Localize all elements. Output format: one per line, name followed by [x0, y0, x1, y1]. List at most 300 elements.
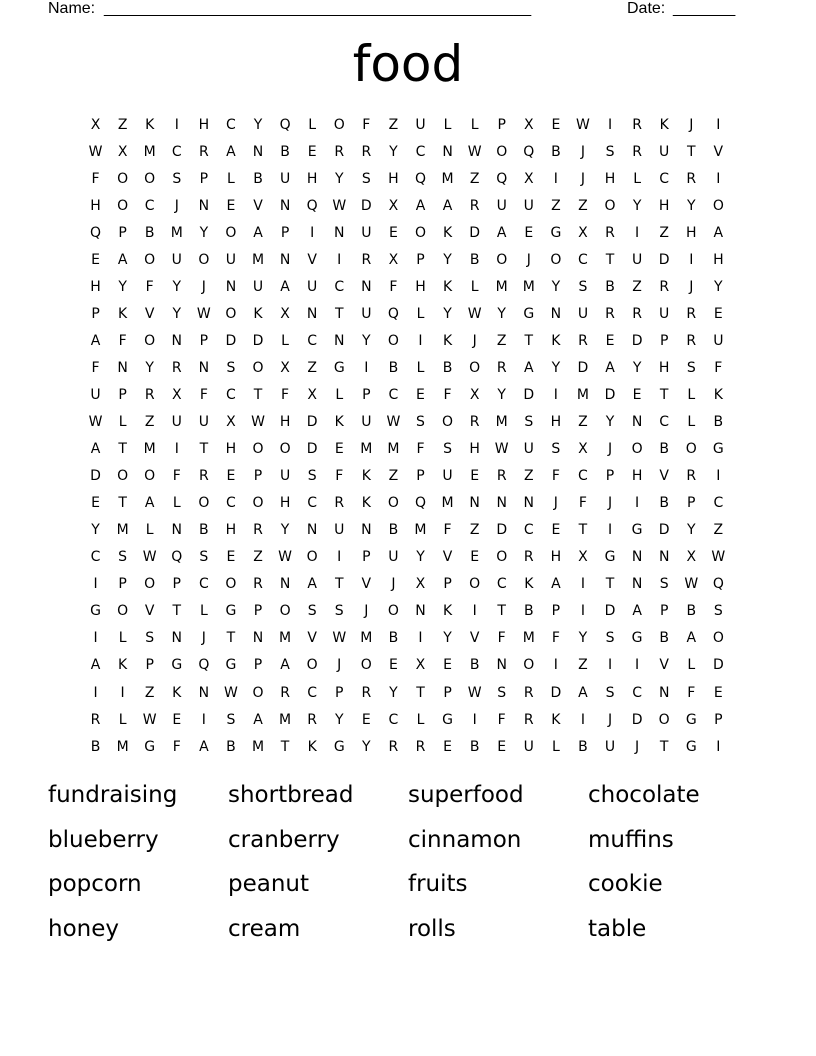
grid-letter: W	[711, 549, 726, 566]
grid-letter: A	[117, 251, 128, 268]
grid-letter: M	[116, 738, 129, 755]
grid-letter: M	[143, 143, 156, 160]
grid-letter: B	[659, 441, 669, 458]
grid-letter: X	[523, 170, 534, 187]
grid-letter: O	[198, 251, 210, 268]
grid-letter: C	[415, 143, 426, 160]
grid-letter: O	[387, 495, 399, 512]
grid-letter: L	[443, 116, 452, 133]
grid-letter: A	[551, 576, 561, 593]
grid-letter: T	[118, 441, 127, 458]
grid-letter: R	[144, 386, 155, 403]
grid-letter: O	[523, 657, 535, 674]
grid-letter: F	[578, 495, 587, 512]
grid-letter: A	[632, 603, 642, 620]
grid-letter: M	[414, 522, 427, 539]
grid-letter: F	[281, 386, 290, 403]
grid-letter: O	[550, 251, 562, 268]
grid-letter: X	[117, 143, 128, 160]
grid-letter: Z	[632, 278, 642, 295]
grid-letter: E	[497, 738, 507, 755]
grid-letter: I	[201, 711, 206, 728]
grid-letter: Y	[714, 278, 723, 295]
grid-letter: R	[415, 738, 426, 755]
grid-letter: S	[226, 711, 236, 728]
grid-letter: A	[90, 332, 101, 349]
grid-letter: Y	[172, 305, 182, 322]
grid-letter: F	[172, 738, 181, 755]
grid-letter: S	[605, 143, 615, 160]
grid-letter: L	[118, 630, 127, 647]
grid-letter: H	[658, 359, 670, 376]
grid-letter: M	[279, 630, 292, 647]
grid-letter: A	[90, 441, 101, 458]
grid-letter: N	[279, 576, 291, 593]
grid-letter: I	[635, 657, 640, 674]
grid-letter: I	[472, 711, 477, 728]
grid-letter: V	[442, 549, 453, 566]
word-bank-item: superfood	[408, 782, 524, 808]
grid-letter: A	[90, 657, 101, 674]
grid-letter: K	[442, 603, 453, 620]
grid-letter: N	[658, 549, 670, 566]
grid-letter: J	[526, 251, 531, 268]
grid-letter: O	[387, 332, 399, 349]
word-bank-item: blueberry	[48, 826, 159, 853]
grid-letter: F	[389, 278, 398, 295]
grid-letter: E	[91, 495, 100, 512]
grid-letter: R	[605, 224, 615, 241]
word-bank-row	[48, 824, 768, 869]
grid-letter: Y	[334, 170, 344, 187]
grid-letter: U	[388, 549, 399, 566]
grid-letter: B	[144, 224, 155, 241]
grid-letter: C	[388, 386, 399, 403]
word-bank-item: cinnamon	[408, 826, 522, 853]
grid-letter: N	[496, 495, 507, 512]
grid-letter: I	[310, 224, 315, 241]
grid-letter: J	[201, 278, 206, 295]
grid-letter: I	[93, 684, 98, 701]
grid-row	[82, 246, 732, 273]
grid-letter: Z	[469, 170, 480, 187]
grid-letter: S	[307, 603, 317, 620]
grid-letter: O	[144, 251, 156, 268]
grid-letter: O	[252, 684, 264, 701]
grid-letter: O	[117, 197, 129, 214]
grid-letter: G	[144, 738, 156, 755]
grid-letter: O	[225, 576, 237, 593]
grid-letter: Y	[389, 143, 398, 160]
grid-letter: Q	[712, 576, 724, 593]
grid-letter: L	[470, 278, 479, 295]
grid-letter: G	[631, 630, 643, 647]
grid-letter: R	[632, 116, 642, 133]
grid-letter: I	[607, 657, 613, 674]
grid-letter: S	[551, 441, 561, 458]
grid-letter: C	[226, 495, 236, 512]
word-bank-item: rolls	[408, 915, 456, 942]
grid-letter: P	[118, 386, 127, 403]
grid-letter: D	[631, 711, 643, 728]
grid-letter: E	[226, 549, 236, 566]
grid-letter: N	[306, 522, 318, 539]
grid-letter: O	[387, 603, 399, 620]
grid-letter: B	[713, 414, 724, 431]
grid-row	[82, 490, 732, 517]
grid-letter: U	[307, 278, 318, 295]
grid-letter: P	[659, 603, 669, 620]
grid-letter: T	[605, 251, 615, 268]
grid-letter: D	[523, 386, 535, 403]
name-field-line: ________________________________________________	[104, 0, 532, 17]
grid-letter: S	[416, 414, 425, 431]
grid-letter: O	[225, 305, 237, 322]
grid-letter: X	[388, 251, 399, 268]
grid-letter: V	[713, 143, 724, 160]
word-bank-item: peanut	[228, 871, 310, 897]
grid-letter: O	[604, 197, 616, 214]
grid-letter: Y	[632, 359, 642, 376]
grid-letter: X	[578, 224, 588, 241]
grid-row	[82, 219, 732, 246]
grid-letter: Z	[551, 197, 561, 214]
grid-letter: M	[522, 278, 535, 295]
grid-letter: L	[633, 170, 641, 187]
grid-letter: B	[551, 143, 561, 160]
grid-letter: L	[687, 414, 696, 431]
grid-letter: E	[91, 251, 100, 268]
grid-letter: R	[280, 684, 290, 701]
grid-letter: O	[279, 603, 291, 620]
grid-letter: F	[199, 386, 208, 403]
grid-letter: R	[334, 143, 345, 160]
word-bank	[48, 779, 768, 957]
grid-letter: X	[415, 576, 426, 593]
grid-letter: P	[199, 332, 209, 349]
grid-letter: O	[252, 495, 264, 512]
grid-letter: E	[443, 657, 452, 674]
grid-letter: B	[90, 738, 101, 755]
grid-letter: B	[605, 278, 615, 295]
grid-letter: F	[551, 630, 560, 647]
grid-letter: T	[686, 143, 696, 160]
grid-letter: F	[91, 170, 100, 187]
grid-letter: G	[685, 738, 697, 755]
grid-letter: K	[361, 468, 371, 485]
grid-letter: L	[687, 386, 696, 403]
grid-letter: I	[553, 386, 558, 403]
grid-letter: L	[118, 711, 127, 728]
grid-letter: A	[253, 224, 263, 241]
grid-letter: K	[442, 278, 453, 295]
grid-letter: Z	[253, 549, 263, 566]
grid-letter: O	[252, 359, 264, 376]
grid-letter: I	[635, 224, 640, 241]
grid-letter: K	[524, 576, 534, 593]
grid-letter: U	[334, 522, 345, 539]
grid-row	[82, 192, 732, 219]
grid-letter: V	[307, 251, 317, 268]
grid-letter: Y	[253, 116, 263, 133]
grid-letter: N	[658, 684, 670, 701]
grid-letter: V	[659, 657, 669, 674]
grid-letter: M	[251, 251, 265, 268]
grid-row	[82, 733, 732, 760]
grid-letter: B	[388, 522, 399, 539]
grid-letter: R	[686, 170, 697, 187]
grid-letter: U	[415, 116, 426, 133]
grid-letter: O	[442, 414, 454, 431]
grid-letter: U	[225, 251, 237, 268]
grid-letter: A	[253, 711, 263, 728]
grid-letter: M	[279, 711, 292, 728]
grid-letter: K	[659, 116, 669, 133]
grid-letter: S	[578, 278, 588, 295]
grid-letter: U	[631, 251, 643, 268]
grid-letter: N	[334, 332, 345, 349]
word-search-grid	[82, 111, 732, 760]
grid-letter: R	[334, 495, 345, 512]
grid-letter: K	[442, 332, 453, 349]
word-bank-item: muffins	[588, 826, 674, 853]
grid-letter: O	[631, 441, 643, 458]
grid-letter: W	[142, 711, 157, 728]
grid-letter: Y	[686, 197, 696, 214]
grid-letter: P	[443, 684, 452, 701]
grid-letter: R	[361, 684, 372, 701]
grid-letter: S	[361, 170, 371, 187]
grid-letter: K	[145, 116, 155, 133]
grid-letter: D	[550, 684, 562, 701]
grid-letter: E	[632, 386, 642, 403]
grid-letter: Y	[686, 522, 696, 539]
grid-letter: F	[172, 468, 181, 485]
grid-letter: X	[280, 305, 290, 322]
grid-letter: L	[335, 386, 344, 403]
grid-letter: I	[716, 170, 721, 187]
grid-letter: S	[605, 630, 615, 647]
grid-letter: U	[523, 738, 534, 755]
grid-letter: P	[335, 684, 344, 701]
grid-letter: C	[523, 522, 534, 539]
grid-letter: P	[91, 305, 100, 322]
grid-letter: D	[252, 332, 264, 349]
grid-letter: W	[332, 197, 347, 214]
grid-letter: G	[333, 738, 345, 755]
grid-letter: O	[712, 630, 724, 647]
grid-letter: H	[279, 495, 291, 512]
grid-letter: Q	[171, 549, 183, 566]
grid-letter: U	[171, 251, 182, 268]
grid-letter: S	[524, 414, 534, 431]
grid-letter: U	[659, 305, 670, 322]
grid-letter: N	[225, 278, 237, 295]
grid-letter: P	[443, 576, 452, 593]
grid-letter: Y	[362, 332, 371, 349]
grid-letter: O	[333, 116, 345, 133]
grid-letter: H	[279, 414, 291, 431]
grid-letter: Z	[578, 657, 588, 674]
grid-letter: N	[171, 522, 183, 539]
grid-letter: O	[144, 170, 156, 187]
grid-letter: N	[171, 332, 183, 349]
grid-row	[82, 517, 732, 544]
grid-letter: F	[443, 386, 452, 403]
grid-letter: G	[685, 711, 697, 728]
grid-letter: L	[118, 414, 127, 431]
grid-letter: I	[580, 576, 586, 593]
grid-letter: D	[604, 603, 616, 620]
grid-letter: W	[467, 305, 482, 322]
grid-letter: P	[199, 170, 209, 187]
grid-letter: C	[144, 197, 155, 214]
grid-letter: B	[199, 522, 209, 539]
word-bank-item: fruits	[408, 871, 468, 897]
grid-letter: C	[659, 170, 670, 187]
grid-letter: O	[144, 468, 156, 485]
grid-letter: Y	[334, 711, 344, 728]
grid-letter: R	[686, 305, 697, 322]
grid-letter: I	[607, 116, 613, 133]
grid-letter: X	[90, 116, 101, 133]
grid-letter: C	[632, 684, 642, 701]
grid-letter: I	[93, 630, 98, 647]
grid-letter: U	[361, 305, 372, 322]
grid-letter: U	[361, 414, 372, 431]
grid-letter: Z	[144, 684, 155, 701]
grid-letter: G	[442, 711, 453, 728]
grid-letter: H	[631, 468, 643, 485]
grid-letter: W	[467, 684, 482, 701]
grid-letter: C	[388, 711, 399, 728]
grid-letter: W	[576, 116, 590, 133]
grid-letter: I	[472, 603, 477, 620]
grid-letter: B	[469, 738, 480, 755]
grid-row	[82, 409, 732, 436]
grid-letter: T	[659, 738, 669, 755]
grid-letter: O	[117, 170, 129, 187]
grid-letter: R	[361, 251, 372, 268]
grid-letter: K	[442, 224, 453, 241]
grid-letter: K	[118, 657, 128, 674]
grid-letter: Z	[713, 522, 724, 539]
grid-letter: S	[443, 441, 452, 458]
grid-letter: X	[578, 549, 588, 566]
grid-letter: H	[658, 197, 670, 214]
grid-letter: O	[117, 603, 129, 620]
word-bank-item: fundraising	[48, 782, 178, 808]
grid-letter: D	[360, 197, 372, 214]
grid-letter: U	[523, 197, 534, 214]
grid-letter: R	[659, 278, 670, 295]
grid-letter: A	[686, 630, 697, 647]
grid-letter: R	[523, 711, 534, 728]
grid-letter: R	[605, 305, 615, 322]
grid-letter: Y	[145, 359, 154, 376]
grid-letter: K	[713, 386, 723, 403]
grid-letter: R	[632, 305, 642, 322]
grid-letter: G	[333, 359, 345, 376]
grid-letter: P	[118, 224, 127, 241]
word-bank-item: cranberry	[228, 826, 340, 853]
grid-letter: E	[551, 116, 561, 133]
grid-row	[82, 625, 732, 652]
grid-letter: G	[171, 657, 183, 674]
grid-letter: B	[523, 603, 534, 620]
grid-letter: V	[253, 197, 263, 214]
grid-letter: V	[144, 603, 155, 620]
grid-letter: W	[684, 576, 699, 593]
grid-letter: P	[416, 251, 425, 268]
grid-letter: O	[225, 224, 237, 241]
grid-letter: Y	[443, 630, 452, 647]
grid-letter: K	[361, 495, 371, 512]
word-bank-item: cookie	[588, 871, 663, 897]
grid-letter: B	[469, 657, 480, 674]
grid-letter: F	[687, 684, 696, 701]
grid-letter: O	[144, 332, 156, 349]
grid-letter: C	[496, 576, 507, 593]
grid-letter: Y	[578, 630, 588, 647]
grid-letter: Y	[443, 305, 452, 322]
grid-letter: A	[307, 576, 317, 593]
grid-row	[82, 571, 732, 598]
grid-letter: K	[551, 711, 561, 728]
grid-letter: X	[469, 386, 480, 403]
grid-letter: M	[441, 495, 454, 512]
grid-letter: J	[635, 738, 640, 755]
grid-letter: A	[578, 684, 588, 701]
grid-letter: N	[252, 630, 264, 647]
grid-letter: Y	[118, 278, 127, 295]
grid-letter: I	[716, 116, 721, 133]
grid-letter: G	[90, 603, 101, 620]
grid-row	[82, 544, 732, 571]
grid-letter: Q	[523, 143, 535, 160]
grid-letter: U	[604, 738, 616, 755]
grid-letter: L	[281, 332, 289, 349]
grid-letter: P	[551, 603, 561, 620]
grid-letter: B	[578, 738, 588, 755]
grid-letter: W	[88, 414, 103, 431]
grid-letter: H	[550, 414, 562, 431]
grid-letter: U	[713, 332, 724, 349]
grid-letter: I	[364, 359, 369, 376]
grid-letter: T	[334, 576, 344, 593]
grid-row	[82, 436, 732, 463]
grid-letter: E	[172, 711, 182, 728]
grid-letter: J	[607, 495, 613, 512]
grid-letter: Y	[605, 414, 615, 431]
grid-letter: O	[685, 441, 697, 458]
grid-letter: T	[334, 305, 344, 322]
grid-letter: K	[551, 332, 561, 349]
grid-letter: Y	[172, 278, 182, 295]
grid-letter: G	[523, 305, 535, 322]
grid-letter: T	[172, 603, 182, 620]
grid-letter: A	[524, 359, 534, 376]
grid-letter: D	[658, 251, 670, 268]
grid-letter: N	[361, 278, 372, 295]
grid-letter: I	[174, 116, 179, 133]
grid-letter: S	[172, 170, 182, 187]
grid-letter: M	[495, 278, 508, 295]
grid-letter: T	[280, 738, 290, 755]
grid-letter: P	[497, 116, 506, 133]
grid-letter: S	[659, 576, 669, 593]
grid-letter: J	[607, 441, 613, 458]
